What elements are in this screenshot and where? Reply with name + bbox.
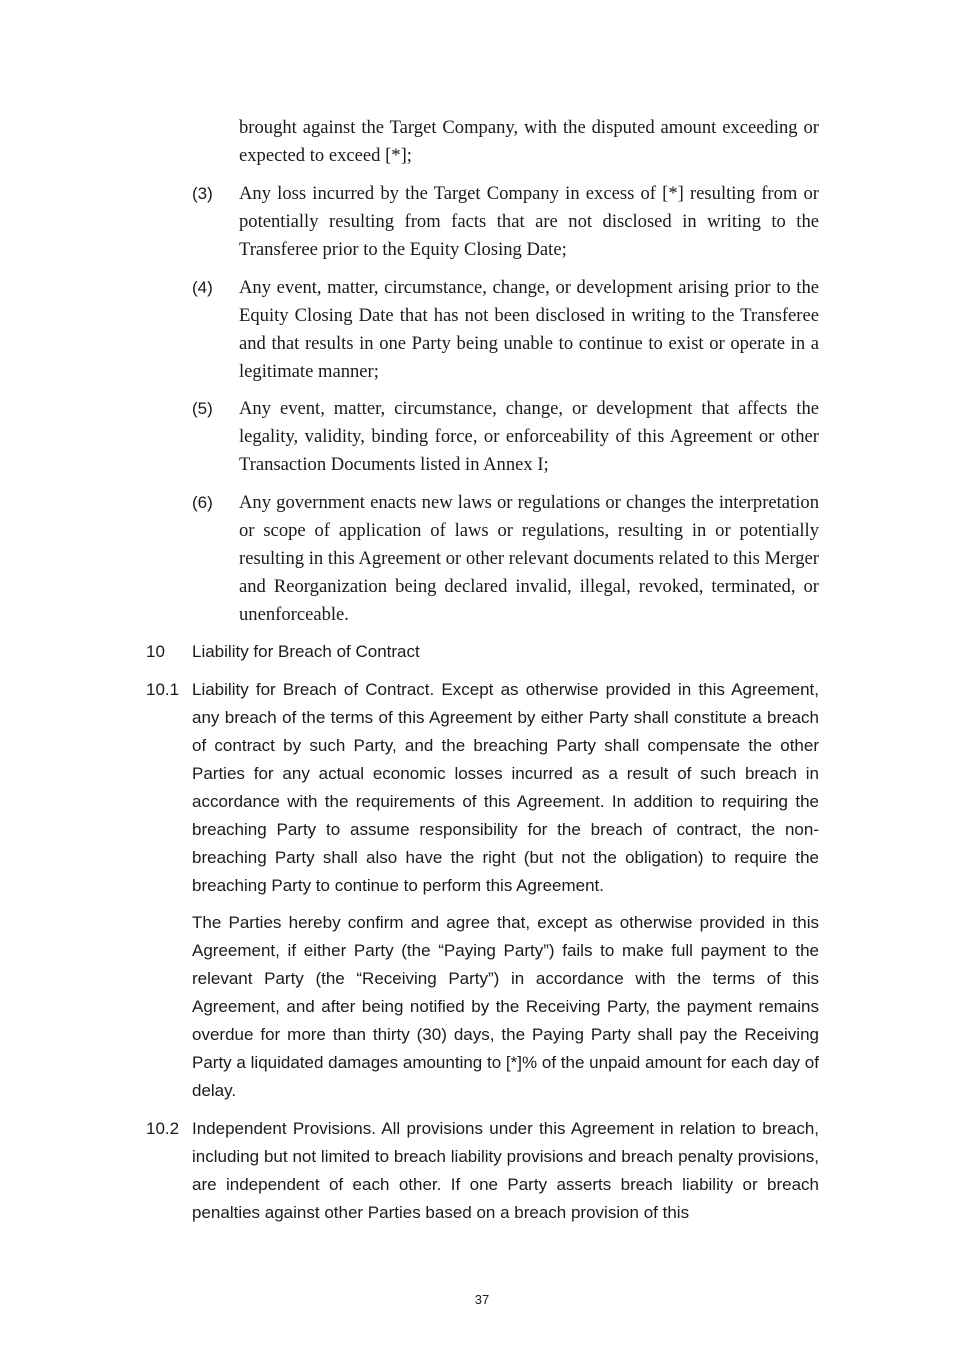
item-text: Any loss incurred by the Target Company in excess of [*] resulting from or potentially resulting from facts that are not disclosed in writing to the Transferee prior to the Equity Closing Date; <box>239 183 819 260</box>
item-number: (5) <box>192 399 213 418</box>
item-number: (3) <box>192 184 213 203</box>
clause-paragraph: The Parties hereby confirm and agree that, except as otherwise provided in this Agreement, if either Party (the “Paying Party”) fails to make full payment to the relevant Party (the “Receiving Party”) in accordance with the terms of this Agreement, and after being notified by the Receiving Party, the payment remains overdue for more than thirty (30) days, the Paying Party shall pay the Receiving Party a liquidated damages amounting to [*]% of the unpaid amount for each day of delay. <box>192 913 819 1100</box>
item-number: (6) <box>192 493 213 512</box>
section-number: 10 <box>146 642 165 661</box>
page-number: 37 <box>474 1292 490 1307</box>
item-text: Any event, matter, circumstance, change, or development arising prior to the Equity Closing Date that has not been disclosed in writing to the Transferee and that results in one Party being unable to continue to exist or operate in a legitimate manner; <box>239 277 819 382</box>
section-title: Liability for Breach of Contract <box>192 642 420 661</box>
clause-text: Liability for Breach of Contract. Except as otherwise provided in this Agreement, any breach of the terms of this Agreement by either Party shall constitute a breach of contract by such Party, and the breaching Party shall compensate the other Parties for any actual economic losses incurred as a result of such breach in accordance with the requirements of this Agreement. In addition to requiring the breaching Party to assume responsibility for the breach of contract, the non-breaching Party shall also have the right (but not the obligation) to require the breaching Party to continue to perform this Agreement. <box>192 680 819 895</box>
clause-number: 10.1 <box>146 680 180 699</box>
continued-paragraph: brought against the Target Company, with the disputed amount exceeding or expected to exceed [*]; <box>239 117 819 166</box>
item-number: (4) <box>192 278 213 297</box>
clause-text: Independent Provisions. All provisions under this Agreement in relation to breach, including but not limited to breach liability provisions and breach penalty provisions, are independent of each other. If one Party asserts breach liability or breach penalties against other Parties based on a breach provision of this <box>192 1119 819 1222</box>
clause-number: 10.2 <box>146 1119 180 1138</box>
item-text: Any event, matter, circumstance, change, or development that affects the legality, validity, binding force, or enforceability of this Agreement or other Transaction Documents listed in Annex I; <box>239 398 819 475</box>
item-text: Any government enacts new laws or regulations or changes the interpretation or scope of application of laws or regulations, resulting in or potentially resulting in this Agreement or other relevant documents related to this Merger and Reorganization being declared invalid, illegal, revoked, terminated, or unenforceable. <box>239 492 819 625</box>
